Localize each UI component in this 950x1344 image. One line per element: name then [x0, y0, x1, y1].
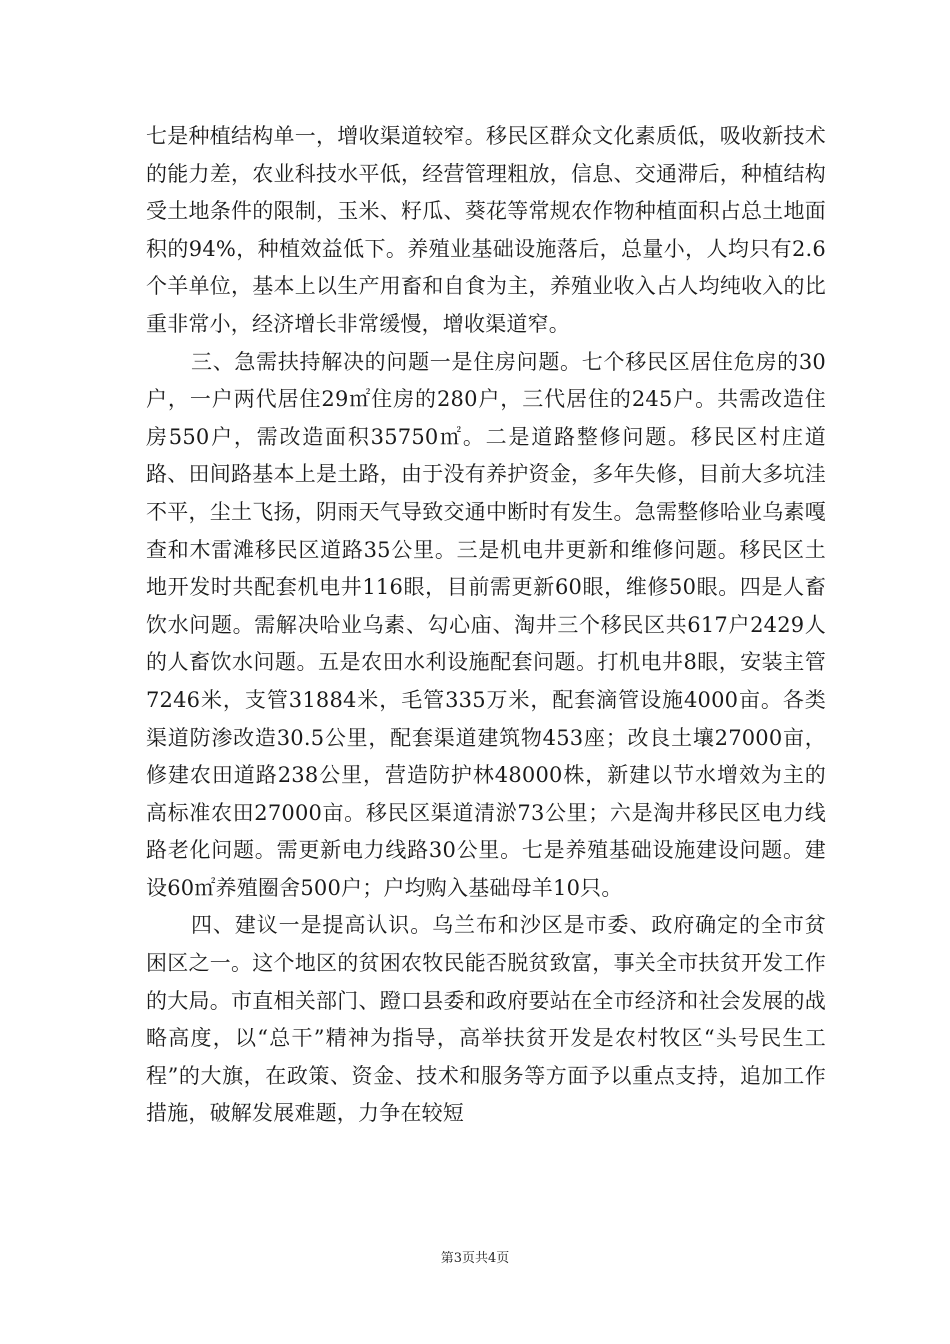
page-footer [0, 1247, 950, 1266]
page-number-label: 第3页共4页 [440, 1251, 510, 1266]
paragraph-2: 三、急需扶持解决的问题一是住房问题。七个移民区居住危房的30户，一户两代居住29㎡住房的280户，三代居住的245户。共需改造住房550户，需改造面积35750㎡。二是道路整修问题。移民区村庄道路、田间路基本上是土路，由于没有养护资金，多年失修，目前大多坑洼不平，尘土飞扬，阴雨天气导致交通中断时有发生。急需整修哈业乌素嘎查和木雷滩移民区道路35公里。三是机电井更新和维修问题。移民区土地开发时共配套机电井116眼，目前需更新60眼，维修50眼。四是人畜饮水问题。需解决哈业乌素、勾心庙、淘井三个移民区共617户2429人的人畜饮水问题。五是农田水利设施配套问题。打机电井8眼，安装主管7246米，支管31884米，毛管335万米，配套滴管设施4000亩。各类渠道防渗改造30.5公里，配套渠道建筑物453座；改良土壤27000亩，修建农田道路238公里，营造防护林48000株，新建以节水增效为主的高标准农田27000亩。移民区渠道清淤73公里；六是淘井移民区电力线路老化问题。需更新电力线路30公里。七是养殖基础设施建设问题。建设60㎡养殖圈舍500户；户均购入基础母羊10只。 [146, 349, 826, 900]
document-body [146, 118, 826, 1133]
paragraph-1: 七是种植结构单一，增收渠道较窄。移民区群众文化素质低，吸收新技术的能力差，农业科技水平低，经营管理粗放，信息、交通滞后，种植结构受土地条件的限制，玉米、籽瓜、葵花等常规农作物种植面积占总土地面积的94%，种植效益低下。养殖业基础设施落后，总量小，人均只有2.6个羊单位，基本上以生产用畜和自食为主，养殖业收入占人均纯收入的比重非常小，经济增长非常缓慢，增收渠道窄。 [146, 124, 826, 336]
paragraph-3: 四、建议一是提高认识。乌兰布和沙区是市委、政府确定的全市贫困区之一。这个地区的贫困农牧民能否脱贫致富，事关全市扶贫开发工作的大局。市直相关部门、蹬口县委和政府要站在全市经济和社会发展的战略高度，以“总干”精神为指导，高举扶贫开发是农村牧区“头号民生工程”的大旗，在政策、资金、技术和服务等方面予以重点支持，追加工作措施，破解发展难题，力争在较短 [146, 913, 826, 1126]
